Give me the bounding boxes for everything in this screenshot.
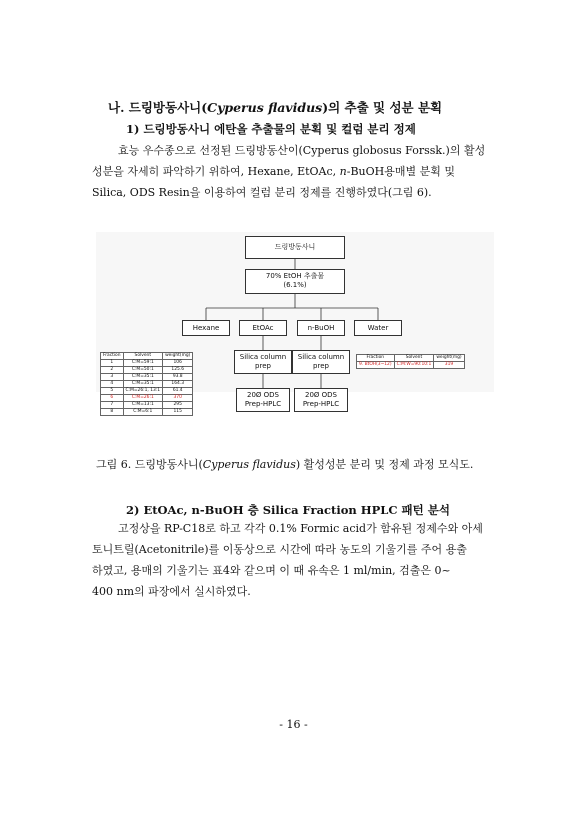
paragraph-line: Silica, ODS Resin을 이용하여 컬럼 분리 정제를 진행하였다(그림 6). xyxy=(92,186,432,199)
paragraph-line: 토니트릴(Acetonitrile)를 이동상으로 시간에 따라 농도의 기울기를 주어 용출 xyxy=(92,543,467,556)
line-tail: -BuOH용매별 분획 및 xyxy=(346,165,455,178)
table-cell: 370 xyxy=(163,395,193,402)
table-cell: 319 xyxy=(434,362,464,369)
paragraph-line: 효능 우수종으로 선정된 드링방동산이(Cyperus globosus Forssk.)의 활성 xyxy=(118,144,486,157)
subsection-2-title: 2) EtOAc, n-BuOH 층 Silica Fraction HPLC 패턴 분석 xyxy=(126,503,450,517)
paragraph-line: 고정상을 RP-C18로 하고 각각 0.1% Formic acid가 함유된 정제수와 아세 xyxy=(118,522,483,535)
table-cell: 3 xyxy=(101,374,124,381)
line-text: 성분을 자세히 파악하기 위하여, Hexane, EtOAc, xyxy=(92,165,340,178)
table-header: Fraction xyxy=(357,355,395,362)
caption-latin: Cyperus flavidus xyxy=(202,458,296,471)
table-cell: 106 xyxy=(163,360,193,367)
paragraph-line xyxy=(92,161,494,182)
table-cell: C:M=26:1 xyxy=(123,395,163,402)
fraction-nbuoh: n-BuOH xyxy=(297,320,345,336)
table-cell: C:M=50:1 xyxy=(123,367,163,374)
table-cell: 115 xyxy=(163,409,193,416)
table-header: Solvent xyxy=(394,355,434,362)
silica-label: Silica column xyxy=(297,353,345,361)
table-cell: C:M=26:1, 13:1 xyxy=(123,388,163,395)
fraction-water: Water xyxy=(354,320,402,336)
table-row xyxy=(101,388,193,395)
fraction-hexane: Hexane xyxy=(182,320,230,336)
silica-label: Silica column xyxy=(239,353,287,361)
table-header: Fraction xyxy=(101,353,124,360)
table-row xyxy=(101,360,193,367)
table-cell: 6 xyxy=(101,395,124,402)
table-header: weight(mg) xyxy=(163,353,193,360)
caption-suffix: ) 활성성분 분리 및 정제 과정 모식도. xyxy=(295,458,474,471)
ods-label: 20Ø ODS xyxy=(305,391,337,399)
table-row xyxy=(101,381,193,388)
table-header-row xyxy=(101,353,193,360)
table-cell: C:M:W=90:10:1 xyxy=(394,362,434,369)
left-fraction-table xyxy=(100,352,193,416)
silica-label-2: prep xyxy=(313,362,329,370)
extract-label: 70% EtOH 추출물 xyxy=(265,272,325,280)
subsection-1-title: 1) 드링방동사니 에탄올 추출물의 분획 및 컬럼 분리 정제 xyxy=(126,122,416,136)
table-cell: 1 xyxy=(101,360,124,367)
subsection-1-paragraph xyxy=(92,140,494,203)
table-row xyxy=(101,367,193,374)
extract-box xyxy=(245,269,345,294)
table-header: Solvent xyxy=(123,353,163,360)
table-cell: 5 xyxy=(101,388,124,395)
plant-box: 드링방동사니 xyxy=(245,236,345,259)
heading-latin: Cyperus flavidus xyxy=(207,100,323,115)
heading-prefix: 나. 드링방동사니( xyxy=(108,100,208,115)
table-cell: C:M=59:1 xyxy=(123,360,163,367)
table-cell: 295 xyxy=(163,402,193,409)
paragraph-line: 하였고, 용매의 기울기는 표4와 같으며 이 때 유속은 1 ml/min, 검출은 0~ xyxy=(92,564,451,577)
paragraph-line: 400 nm의 파장에서 실시하였다. xyxy=(92,585,251,598)
right-fraction-table xyxy=(356,354,465,369)
table-cell: 4 xyxy=(101,381,124,388)
table-row xyxy=(101,395,193,402)
table-cell: C:M=13:1 xyxy=(123,402,163,409)
table-cell: 8 xyxy=(101,409,124,416)
table-cell: C:M=6:1 xyxy=(123,409,163,416)
table-cell: 9. BtOH(3~12) xyxy=(357,362,395,369)
figure-caption xyxy=(96,456,473,472)
table-cell: 164.3 xyxy=(163,381,193,388)
table-cell: 2 xyxy=(101,367,124,374)
table-cell: C:M=35:1 xyxy=(123,374,163,381)
table-header: weight(mg) xyxy=(434,355,464,362)
table-row xyxy=(101,374,193,381)
table-cell: C:M=35:1 xyxy=(123,381,163,388)
left-table-body xyxy=(101,360,193,416)
fraction-etoac: EtOAc xyxy=(239,320,287,336)
table-row xyxy=(357,362,465,369)
table-cell: 93.8 xyxy=(163,374,193,381)
table-row xyxy=(101,402,193,409)
ods-prep-hplc-box-nbuoh xyxy=(294,388,348,412)
table-cell: 125.6 xyxy=(163,367,193,374)
caption-prefix: 그림 6. 드링방동사니( xyxy=(96,458,203,471)
table-cell: 61.4 xyxy=(163,388,193,395)
silica-box-nbuoh xyxy=(292,350,350,374)
subsection-2-paragraph xyxy=(92,518,494,602)
ods-label: 20Ø ODS xyxy=(247,391,279,399)
silica-box-etoac xyxy=(234,350,292,374)
page-number: - 16 - xyxy=(279,718,308,731)
ods-label-2: Prep-HPLC xyxy=(302,400,340,408)
ods-prep-hplc-box-etoac xyxy=(236,388,290,412)
silica-label-2: prep xyxy=(255,362,271,370)
table-header-row xyxy=(357,355,465,362)
line-italic: n xyxy=(339,165,347,178)
table-cell: 7 xyxy=(101,402,124,409)
section-heading xyxy=(108,98,442,116)
ods-label-2: Prep-HPLC xyxy=(244,400,282,408)
extract-yield: (6.1%) xyxy=(283,281,307,289)
heading-suffix: )의 추출 및 성분 분획 xyxy=(322,100,443,115)
table-row xyxy=(101,409,193,416)
